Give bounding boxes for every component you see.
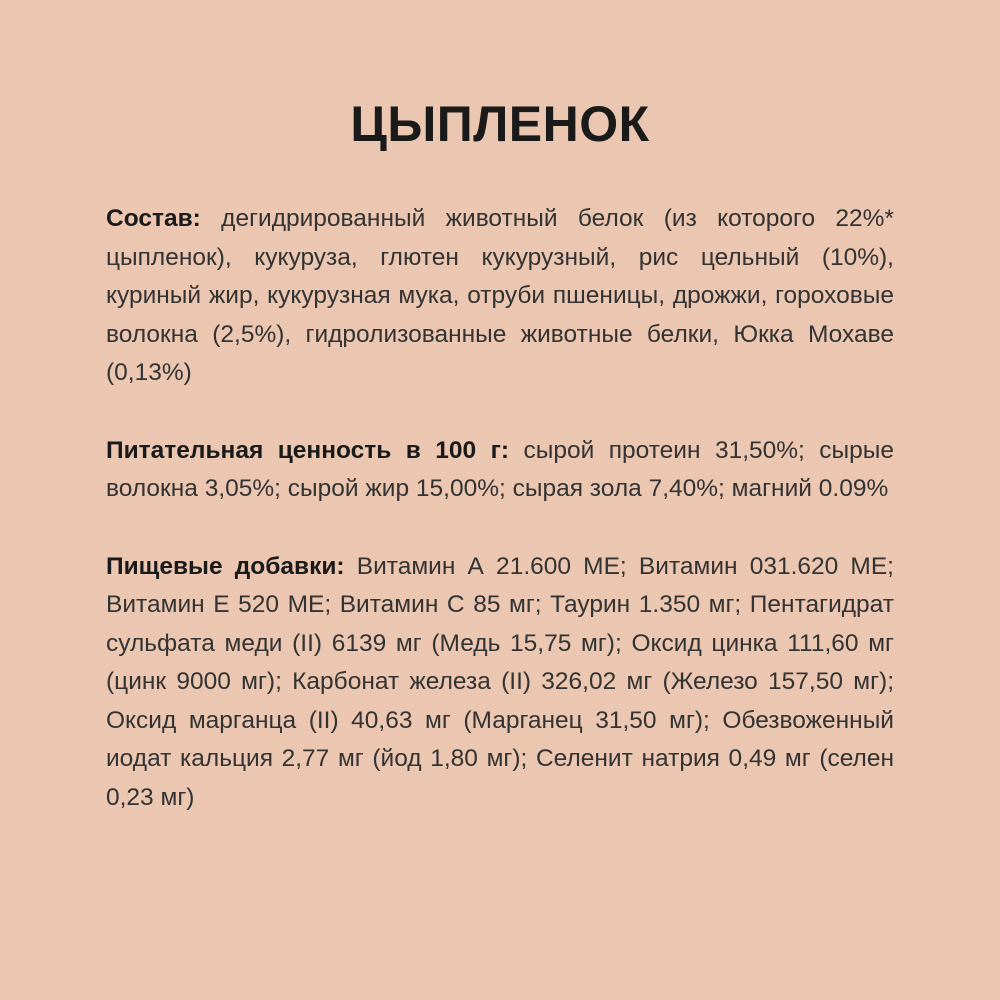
nutrition-text: сырой протеин 31,50%; сырые волокна 3,05%; сырой жир 15,00%; сырая зола 7,40%; магний 0.09% xyxy=(106,436,895,502)
composition-section xyxy=(106,200,894,393)
additives-label: Пищевые добавки: xyxy=(106,552,345,580)
additives-section xyxy=(106,548,894,818)
product-title: ЦЫПЛЕНОК xyxy=(350,96,650,152)
composition-label: Состав: xyxy=(106,205,201,232)
nutrition-label: Питательная ценность в 100 г: xyxy=(106,436,509,464)
additives-text: Витамин А 21.600 МЕ; Витамин 031.620 МЕ; Витамин Е 520 МЕ; Витамин С 85 мг; Таурин 1.350 мг; Пентагидрат сульфата меди (II) 6139 мг (Медь 15,75 мг); Оксид цинка 111,60 мг (цинк 9000 мг); Карбонат железа (II) 326,02 мг (Железо 157,50 мг); Оксид марганца (II) 40,63 мг (Марганец 31,50 мг); Обезвоженный иодат кальция 2,77 мг (йод 1,80 мг); Селенит натрия 0,49 мг (селен 0,23 мг) xyxy=(106,552,894,811)
composition-text: дегидрированный животный белок (из которого 22%* цыпленок), кукуруза, глютен кукурузный, рис цельный (10%), куриный жир, кукурузная мука, отруби пшеницы, дрожжи, гороховые волокна (2,5%), гидролизованные животные белки, Юкка Мохаве (0,13%) xyxy=(106,205,894,386)
nutrition-section xyxy=(106,432,894,509)
